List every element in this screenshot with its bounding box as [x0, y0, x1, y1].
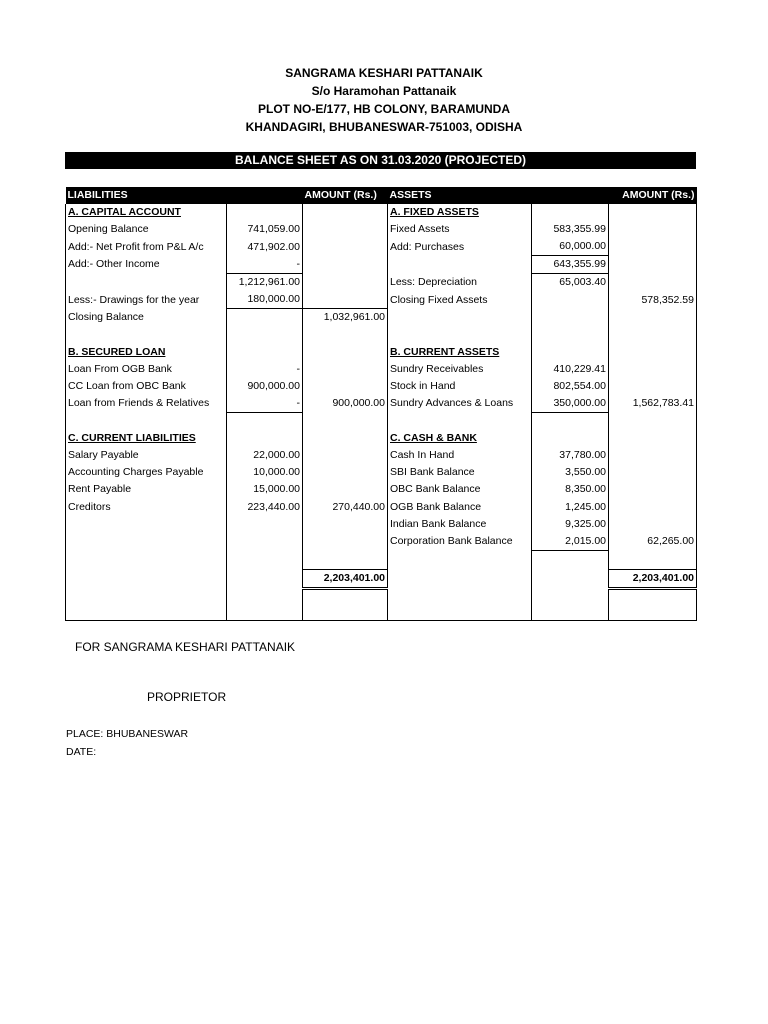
- liability-subamount: [227, 533, 303, 551]
- liability-subamount: 741,059.00: [227, 221, 303, 238]
- asset-item: [388, 326, 532, 343]
- asset-subamount: [532, 309, 609, 327]
- table-row: [66, 516, 697, 533]
- table-row: [66, 291, 697, 309]
- date-line: DATE:: [66, 746, 97, 758]
- trailing-cell: [609, 588, 697, 603]
- table-row: [66, 447, 697, 464]
- asset-subamount: 8,350.00: [532, 481, 609, 498]
- liability-amount: [303, 344, 388, 361]
- asset-amount: [609, 430, 697, 447]
- balance-sheet-title: BALANCE SHEET AS ON 31.03.2020 (PROJECTED): [65, 152, 696, 169]
- liability-amount: [303, 256, 388, 274]
- spacer-cell: [388, 550, 532, 569]
- trailing-cell: [388, 588, 532, 603]
- table-row: [66, 221, 697, 238]
- asset-item: Cash In Hand: [388, 447, 532, 464]
- asset-item: SBI Bank Balance: [388, 464, 532, 481]
- asset-subamount: [532, 204, 609, 221]
- asset-item: Stock in Hand: [388, 378, 532, 395]
- liability-subamount: 10,000.00: [227, 464, 303, 481]
- address-line-2: KHANDAGIRI, BHUBANESWAR-751003, ODISHA: [245, 120, 523, 134]
- liability-item: Loan From OGB Bank: [66, 361, 227, 378]
- liability-subamount: 15,000.00: [227, 481, 303, 498]
- asset-amount: [609, 481, 697, 498]
- assets-header: ASSETS: [388, 187, 532, 204]
- liability-subamount: -: [227, 361, 303, 378]
- trailing-row: [66, 603, 697, 620]
- asset-item: C. CASH & BANK: [388, 430, 532, 447]
- asset-subamount: [532, 430, 609, 447]
- asset-amount: [609, 499, 697, 516]
- asset-subamount: 583,355.99: [532, 221, 609, 238]
- liability-subamount: [227, 204, 303, 221]
- asset-subamount: 1,245.00: [532, 499, 609, 516]
- table-row: [66, 238, 697, 256]
- asset-item: OGB Bank Balance: [388, 499, 532, 516]
- asset-item: Fixed Assets: [388, 221, 532, 238]
- asset-subamount: [532, 326, 609, 343]
- asset-amount: [609, 204, 697, 221]
- table-row: [66, 344, 697, 361]
- liability-subamount: [227, 413, 303, 430]
- trailing-cell: [532, 603, 609, 620]
- signatory-title: PROPRIETOR: [147, 690, 227, 704]
- asset-subamount: [532, 291, 609, 309]
- asset-subamount: 410,229.41: [532, 361, 609, 378]
- asset-item: Add: Purchases: [388, 238, 532, 256]
- liability-item: Closing Balance: [66, 309, 227, 327]
- column-header-row: [66, 187, 697, 204]
- liability-amount: [303, 326, 388, 343]
- trailing-cell: [303, 603, 388, 620]
- liability-item: C. CURRENT LIABILITIES: [66, 430, 227, 447]
- asset-subamount: [532, 344, 609, 361]
- liability-subamount: -: [227, 256, 303, 274]
- table-row: [66, 256, 697, 274]
- liability-item: [66, 274, 227, 292]
- table-row: [66, 274, 697, 292]
- asset-amount: [609, 464, 697, 481]
- asset-subamount: 2,015.00: [532, 533, 609, 551]
- assets-amount-header: AMOUNT (Rs.): [609, 187, 697, 204]
- asset-subamount: 9,325.00: [532, 516, 609, 533]
- liability-item: Salary Payable: [66, 447, 227, 464]
- asset-subamount: 802,554.00: [532, 378, 609, 395]
- liability-item: [66, 326, 227, 343]
- asset-amount: [609, 309, 697, 327]
- asset-amount: [609, 361, 697, 378]
- liabilities-subheader: [227, 187, 303, 204]
- liability-subamount: 1,212,961.00: [227, 274, 303, 292]
- trailing-cell: [227, 588, 303, 603]
- spacer-row: [66, 550, 697, 569]
- asset-item: [388, 256, 532, 274]
- spacer-cell: [609, 550, 697, 569]
- trailing-cell: [609, 603, 697, 620]
- table-row: [66, 413, 697, 430]
- spacer-cell: [66, 550, 227, 569]
- liability-subamount: [227, 430, 303, 447]
- trailing-row: [66, 588, 697, 603]
- proprietor-name: SANGRAMA KESHARI PATTANAIK: [285, 66, 483, 80]
- liability-subamount: 180,000.00: [227, 291, 303, 309]
- liabilities-header: LIABILITIES: [66, 187, 227, 204]
- spacer-cell: [303, 550, 388, 569]
- totals-row: [66, 569, 697, 588]
- assets-total: 2,203,401.00: [609, 569, 697, 588]
- asset-item: Less: Depreciation: [388, 274, 532, 292]
- liability-item: Less:- Drawings for the year: [66, 291, 227, 309]
- asset-amount: [609, 413, 697, 430]
- asset-subamount: 60,000.00: [532, 238, 609, 256]
- liability-amount: [303, 221, 388, 238]
- asset-item: Indian Bank Balance: [388, 516, 532, 533]
- spacer-cell: [532, 550, 609, 569]
- address-line-1: PLOT NO-E/177, HB COLONY, BARAMUNDA: [257, 102, 511, 116]
- table-row: [66, 378, 697, 395]
- table-row: [66, 361, 697, 378]
- liability-amount: [303, 533, 388, 551]
- asset-item: A. FIXED ASSETS: [388, 204, 532, 221]
- liability-item: Add:- Net Profit from P&L A/c: [66, 238, 227, 256]
- asset-amount: [609, 256, 697, 274]
- table-row: [66, 395, 697, 413]
- asset-subamount: 643,355.99: [532, 256, 609, 274]
- asset-subamount: 350,000.00: [532, 395, 609, 413]
- relation-line: S/o Haramohan Pattanaik: [311, 84, 457, 98]
- asset-amount: [609, 516, 697, 533]
- liability-amount: [303, 291, 388, 309]
- liability-item: Add:- Other Income: [66, 256, 227, 274]
- balance-sheet-table: [65, 187, 697, 621]
- asset-amount: 62,265.00: [609, 533, 697, 551]
- liability-amount: 270,440.00: [303, 499, 388, 516]
- liability-subamount: 471,902.00: [227, 238, 303, 256]
- liability-item: Creditors: [66, 499, 227, 516]
- trailing-cell: [66, 603, 227, 620]
- liability-amount: [303, 238, 388, 256]
- trailing-cell: [532, 588, 609, 603]
- liability-amount: [303, 481, 388, 498]
- table-row: [66, 464, 697, 481]
- liability-item: CC Loan from OBC Bank: [66, 378, 227, 395]
- liabilities-total: 2,203,401.00: [303, 569, 388, 588]
- trailing-cell: [66, 588, 227, 603]
- asset-subamount: [532, 413, 609, 430]
- liability-item: Rent Payable: [66, 481, 227, 498]
- table-row: [66, 204, 697, 221]
- table-row: [66, 481, 697, 498]
- liability-item: Loan from Friends & Relatives: [66, 395, 227, 413]
- letterhead: [0, 64, 768, 136]
- table-row: [66, 499, 697, 516]
- totals-empty-cell: [227, 569, 303, 588]
- asset-amount: 1,562,783.41: [609, 395, 697, 413]
- liability-amount: [303, 204, 388, 221]
- liability-item: B. SECURED LOAN: [66, 344, 227, 361]
- liability-amount: [303, 274, 388, 292]
- liability-amount: 900,000.00: [303, 395, 388, 413]
- liability-subamount: 900,000.00: [227, 378, 303, 395]
- liability-item: [66, 533, 227, 551]
- table-row: [66, 326, 697, 343]
- liability-amount: 1,032,961.00: [303, 309, 388, 327]
- liabilities-amount-header: AMOUNT (Rs.): [303, 187, 388, 204]
- liability-amount: [303, 413, 388, 430]
- asset-subamount: 37,780.00: [532, 447, 609, 464]
- totals-empty-cell: [388, 569, 532, 588]
- liability-item: Accounting Charges Payable: [66, 464, 227, 481]
- table-row: [66, 309, 697, 327]
- asset-item: Sundry Advances & Loans: [388, 395, 532, 413]
- liability-item: A. CAPITAL ACCOUNT: [66, 204, 227, 221]
- asset-subamount: 65,003.40: [532, 274, 609, 292]
- asset-amount: [609, 378, 697, 395]
- trailing-cell: [388, 603, 532, 620]
- liability-amount: [303, 447, 388, 464]
- asset-amount: [609, 221, 697, 238]
- liability-subamount: 22,000.00: [227, 447, 303, 464]
- liability-item: Opening Balance: [66, 221, 227, 238]
- liability-subamount: 223,440.00: [227, 499, 303, 516]
- asset-item: OBC Bank Balance: [388, 481, 532, 498]
- asset-subamount: 3,550.00: [532, 464, 609, 481]
- asset-item: Corporation Bank Balance: [388, 533, 532, 551]
- totals-empty-cell: [532, 569, 609, 588]
- liability-subamount: [227, 309, 303, 327]
- liability-amount: [303, 516, 388, 533]
- asset-item: B. CURRENT ASSETS: [388, 344, 532, 361]
- asset-amount: [609, 274, 697, 292]
- asset-item: [388, 413, 532, 430]
- trailing-cell: [303, 588, 388, 603]
- asset-item: Closing Fixed Assets: [388, 291, 532, 309]
- liability-amount: [303, 378, 388, 395]
- table-row: [66, 430, 697, 447]
- place-line: PLACE: BHUBANESWAR: [66, 728, 189, 740]
- totals-empty-cell: [66, 569, 227, 588]
- liability-amount: [303, 361, 388, 378]
- liability-item: [66, 516, 227, 533]
- asset-item: [388, 309, 532, 327]
- liability-subamount: -: [227, 395, 303, 413]
- asset-amount: [609, 447, 697, 464]
- liability-amount: [303, 430, 388, 447]
- asset-item: Sundry Receivables: [388, 361, 532, 378]
- for-proprietor-line: FOR SANGRAMA KESHARI PATTANAIK: [75, 640, 296, 654]
- asset-amount: [609, 326, 697, 343]
- liability-subamount: [227, 516, 303, 533]
- liability-amount: [303, 464, 388, 481]
- liability-subamount: [227, 326, 303, 343]
- table-row: [66, 533, 697, 551]
- liability-item: [66, 413, 227, 430]
- asset-amount: 578,352.59: [609, 291, 697, 309]
- assets-subheader: [532, 187, 609, 204]
- spacer-cell: [227, 550, 303, 569]
- asset-amount: [609, 344, 697, 361]
- liability-subamount: [227, 344, 303, 361]
- trailing-cell: [227, 603, 303, 620]
- asset-amount: [609, 238, 697, 256]
